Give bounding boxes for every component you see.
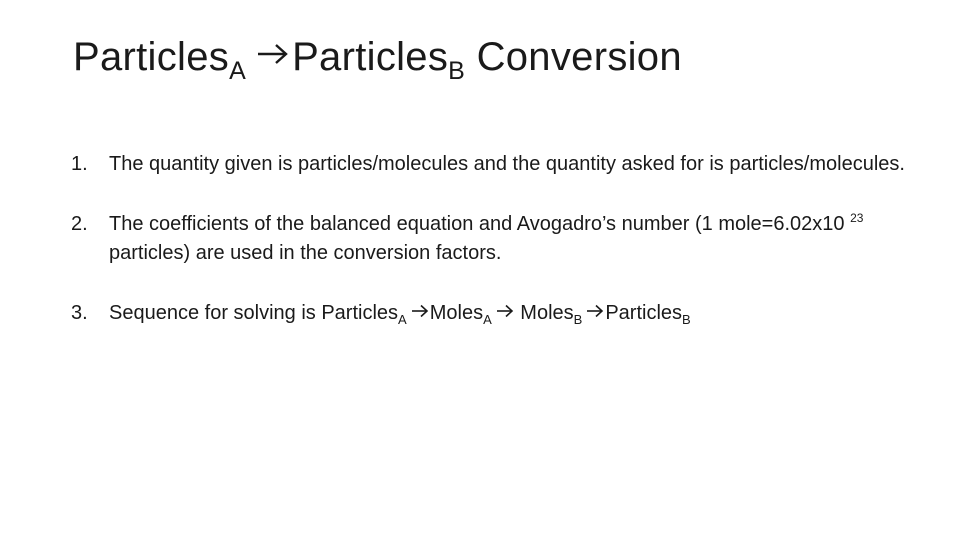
step-particles-a: Particles	[321, 302, 399, 324]
list-number: 2.	[71, 213, 88, 235]
list-item	[71, 150, 911, 179]
arrow-right-icon	[411, 299, 429, 328]
slide-title	[73, 33, 682, 85]
arrow-right-icon	[256, 33, 290, 81]
step-particles-b: Particles	[605, 302, 683, 324]
step-subscript: B	[573, 312, 583, 327]
step-moles-b: Moles	[514, 302, 574, 324]
title-particles-b: Particles	[292, 35, 449, 79]
superscript-exponent: 23	[850, 211, 864, 225]
list-item-text-before: Sequence for solving is	[109, 302, 322, 324]
list-item-text-after: particles) are used in the conversion factors.	[109, 242, 502, 264]
step-subscript: A	[483, 312, 492, 327]
title-particles-a: Particles	[73, 35, 230, 79]
list-item	[71, 299, 911, 328]
title-subscript-a: A	[229, 57, 247, 85]
step-moles-a: Moles	[429, 302, 484, 324]
list-item-text-before: The coefficients of the balanced equation and Avogadro’s number (1 mole=6.02x10	[109, 213, 851, 235]
list-item	[71, 210, 911, 268]
title-subscript-b: B	[448, 57, 466, 85]
list-item-text: The quantity given is particles/molecules and the quantity asked for is particles/molecules.	[109, 153, 905, 175]
arrow-right-icon	[496, 299, 514, 328]
steps-list	[71, 150, 911, 359]
step-subscript: A	[398, 312, 407, 327]
list-number: 1.	[71, 153, 88, 175]
title-conversion: Conversion	[465, 35, 682, 79]
arrow-right-icon	[586, 299, 604, 328]
list-number: 3.	[71, 302, 88, 324]
step-subscript: B	[682, 312, 691, 327]
